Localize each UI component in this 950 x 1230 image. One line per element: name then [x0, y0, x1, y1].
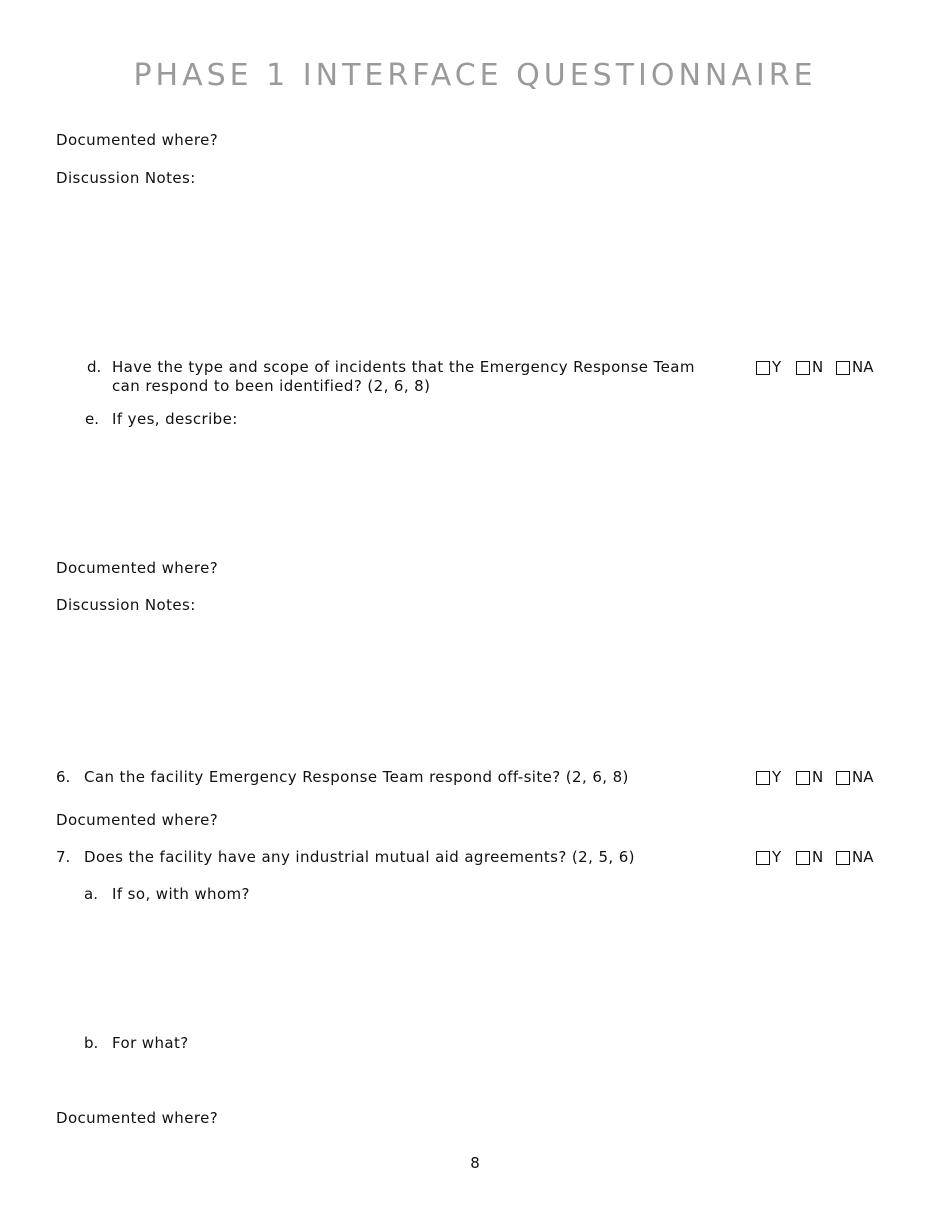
yes-checkbox[interactable] [756, 851, 770, 865]
item-e-question: If yes, describe: [112, 410, 238, 428]
no-checkbox-option[interactable] [796, 768, 836, 787]
no-checkbox[interactable] [796, 771, 810, 785]
no-label: N [812, 358, 824, 376]
item-e-marker: e. [85, 410, 99, 428]
yes-label: Y [772, 848, 782, 866]
documented-where-label: Documented where? [56, 811, 219, 829]
page-title: PHASE 1 INTERFACE QUESTIONNAIRE [133, 58, 817, 93]
item-d-answer-group [756, 358, 873, 377]
yes-checkbox[interactable] [756, 361, 770, 375]
no-checkbox-option[interactable] [796, 358, 836, 377]
question-7a-text: If so, with whom? [112, 885, 250, 903]
na-checkbox[interactable] [836, 851, 850, 865]
question-7-text: Does the facility have any industrial mutual aid agreements? (2, 5, 6) [84, 848, 635, 866]
question-7b-text: For what? [112, 1034, 189, 1052]
no-checkbox-option[interactable] [796, 848, 836, 867]
item-d-question-line2: can respond to been identified? (2, 6, 8) [112, 377, 431, 395]
question-6-number: 6. [56, 768, 71, 786]
item-d-marker: d. [87, 358, 102, 376]
na-checkbox[interactable] [836, 361, 850, 375]
na-label: NA [852, 768, 874, 786]
na-label: NA [852, 848, 874, 866]
question-7a-marker: a. [84, 885, 98, 903]
documented-where-label: Documented where? [56, 131, 219, 149]
no-checkbox[interactable] [796, 851, 810, 865]
question-6-answer-group [756, 768, 873, 787]
na-checkbox[interactable] [836, 771, 850, 785]
yes-label: Y [772, 358, 782, 376]
na-checkbox-option[interactable] [836, 358, 873, 377]
no-label: N [812, 768, 824, 786]
na-checkbox-option[interactable] [836, 848, 873, 867]
page-number: 8 [470, 1154, 480, 1172]
documented-where-label: Documented where? [56, 1109, 219, 1127]
yes-checkbox-option[interactable] [756, 358, 796, 377]
discussion-notes-label: Discussion Notes: [56, 169, 196, 187]
no-label: N [812, 848, 824, 866]
yes-label: Y [772, 768, 782, 786]
yes-checkbox[interactable] [756, 771, 770, 785]
discussion-notes-label: Discussion Notes: [56, 596, 196, 614]
na-checkbox-option[interactable] [836, 768, 873, 787]
question-7b-marker: b. [84, 1034, 99, 1052]
question-7-number: 7. [56, 848, 71, 866]
question-7-answer-group [756, 848, 873, 867]
no-checkbox[interactable] [796, 361, 810, 375]
yes-checkbox-option[interactable] [756, 768, 796, 787]
na-label: NA [852, 358, 874, 376]
item-d-question-line1: Have the type and scope of incidents that the Emergency Response Team [112, 358, 695, 376]
documented-where-label: Documented where? [56, 559, 219, 577]
question-6-text: Can the facility Emergency Response Team respond off-site? (2, 6, 8) [84, 768, 629, 786]
yes-checkbox-option[interactable] [756, 848, 796, 867]
